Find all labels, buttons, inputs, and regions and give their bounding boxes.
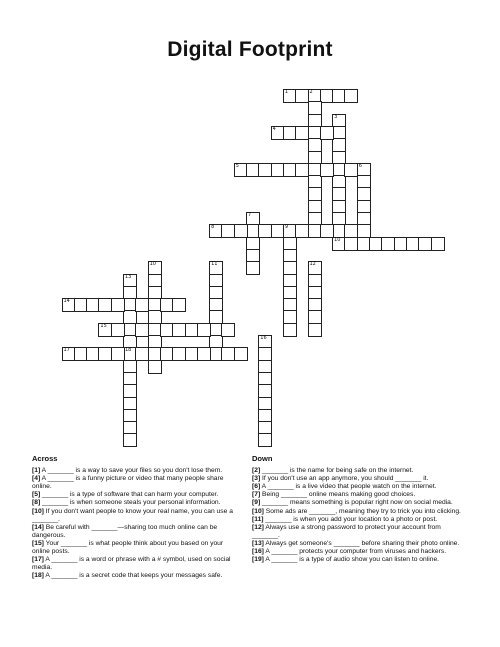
grid-cell[interactable]	[221, 323, 235, 337]
cell-number: 6	[358, 162, 362, 169]
grid-cell[interactable]	[283, 323, 297, 337]
clue-number: [10]	[252, 507, 264, 515]
clue-text: A _______ is a funny picture or video that many people share online.	[32, 475, 224, 491]
clue-text: Some ads are _______, meaning they try to trick you into clicking.	[263, 507, 461, 515]
grid-cell[interactable]	[111, 298, 125, 312]
across-clue	[32, 499, 238, 507]
cell-number: 5	[235, 162, 239, 169]
across-clue	[32, 508, 238, 524]
clue-text: If you don't want people to know your real name, you can use a _______.	[32, 507, 233, 523]
grid-cell[interactable]	[234, 224, 248, 238]
clue-text: _______ is the name for being safe on the internet.	[260, 467, 414, 475]
puzzle-title: Digital Footprint	[167, 38, 333, 61]
down-clue	[252, 467, 470, 475]
clue-number: [3]	[252, 475, 261, 483]
clue-text: Always get someone's _______ before sharing their photo online.	[263, 539, 460, 547]
down-clue	[252, 483, 470, 491]
clue-text: If you don't use an app anymore, you should _______ it.	[260, 475, 429, 483]
clue-number: [17]	[32, 556, 44, 564]
across-clue	[32, 524, 238, 540]
cell-number: 1	[284, 89, 289, 95]
down-clue	[252, 508, 470, 516]
cell-number: 7	[248, 212, 252, 218]
grid-cell[interactable]	[295, 126, 309, 140]
cell-number: 4	[272, 125, 276, 132]
grid-cell[interactable]	[234, 347, 248, 361]
clue-number: [14]	[32, 523, 44, 531]
across-clue	[32, 467, 238, 475]
down-clue	[252, 548, 470, 556]
clue-text: _______ is a type of software that can harm your computer.	[40, 491, 219, 499]
clue-number: [2]	[252, 467, 261, 475]
grid-cell[interactable]	[308, 323, 322, 337]
clue-number: [9]	[252, 499, 261, 507]
clue-text: A _______ is a live video that people watch on the internet.	[260, 483, 437, 491]
down-clue	[252, 516, 470, 524]
across-clues	[32, 455, 238, 580]
clue-number: [6]	[252, 483, 261, 491]
grid-cell[interactable]	[123, 433, 137, 447]
across-clue	[32, 572, 238, 580]
clue-number: [4]	[32, 475, 41, 483]
cell-number: 9	[284, 224, 289, 231]
clue-number: [10]	[32, 507, 44, 515]
clue-text: Always use a strong password to protect your account from _______.	[252, 523, 441, 539]
across-heading: Across	[32, 454, 58, 463]
cell-number: 18	[125, 347, 132, 354]
across-clue	[32, 491, 238, 499]
clue-text: _______ means something is popular right now on social media.	[260, 499, 453, 507]
grid-cell[interactable]	[320, 163, 334, 177]
grid-cell[interactable]	[344, 237, 358, 251]
grid-cell[interactable]	[148, 360, 162, 374]
grid-cell[interactable]	[197, 323, 211, 337]
grid-cell[interactable]	[295, 224, 309, 238]
cell-number: 12	[309, 261, 316, 268]
cell-number: 15	[100, 322, 107, 329]
across-clue	[32, 540, 238, 556]
clue-number: [7]	[252, 491, 261, 499]
grid-cell[interactable]	[135, 298, 149, 312]
down-clue	[252, 475, 470, 483]
down-clue	[252, 491, 470, 499]
grid-cell[interactable]	[111, 323, 125, 337]
clue-number: [16]	[252, 548, 264, 556]
cell-number: 3	[334, 113, 338, 120]
cell-number: 13	[125, 273, 132, 280]
grid-cell[interactable]	[344, 89, 358, 103]
clue-number: [11]	[252, 515, 264, 523]
clue-number: [12]	[252, 523, 264, 531]
cell-number: 17	[63, 347, 70, 354]
cell-number: 11	[211, 261, 218, 268]
clue-text: _______ is when you add your location to a photo or post.	[263, 515, 438, 523]
grid-cell[interactable]	[320, 126, 334, 140]
clue-text: Be careful with _______—sharing too much online can be dangerous.	[32, 523, 218, 539]
grid-cell[interactable]	[246, 261, 260, 275]
clue-number: [19]	[252, 556, 264, 564]
down-clue	[252, 499, 470, 507]
cell-number: 14	[63, 298, 70, 305]
grid-cell[interactable]	[135, 323, 149, 337]
clue-number: [5]	[32, 491, 41, 499]
down-clue	[252, 524, 470, 540]
grid-cell[interactable]	[295, 163, 309, 177]
cell-number: 10	[334, 236, 341, 243]
across-clue	[32, 556, 238, 572]
clue-number: [13]	[252, 539, 264, 547]
clue-number: [8]	[32, 499, 41, 507]
across-clue	[32, 475, 238, 491]
clue-text: A _______ is a type of audio show you can listen to online.	[263, 556, 440, 564]
cell-number: 2	[309, 89, 313, 95]
clue-text: _______ is when someone steals your personal information.	[40, 499, 221, 507]
grid-cell[interactable]	[197, 347, 211, 361]
down-clue	[252, 556, 470, 564]
clue-text: A _______ protects your computer from viruses and hackers.	[263, 548, 447, 556]
clue-number: [18]	[32, 572, 44, 580]
clue-text: A _______ is a way to save your files so you don't lose them.	[40, 467, 223, 475]
down-heading: Down	[252, 454, 273, 463]
down-clues	[252, 455, 470, 564]
clue-number: [1]	[32, 467, 41, 475]
grid-cell[interactable]	[431, 237, 445, 251]
clue-number: [15]	[32, 539, 44, 547]
clue-text: Your _______ is what people think about you based on your online posts.	[32, 539, 224, 556]
clue-text: A _______ is a secret code that keeps your messages safe.	[43, 572, 223, 580]
grid-cell[interactable]	[172, 298, 186, 312]
cell-number: 16	[260, 335, 267, 341]
clue-text: A _______ is a word or phrase with a # symbol, used on social media.	[32, 556, 231, 572]
grid-cell[interactable]	[135, 347, 149, 361]
cell-number: 8	[211, 224, 215, 231]
clue-text: Being _______ online means making good choices.	[260, 491, 416, 499]
grid-cell[interactable]	[258, 433, 272, 447]
down-clue	[252, 540, 470, 548]
cell-number: 10	[149, 261, 156, 268]
